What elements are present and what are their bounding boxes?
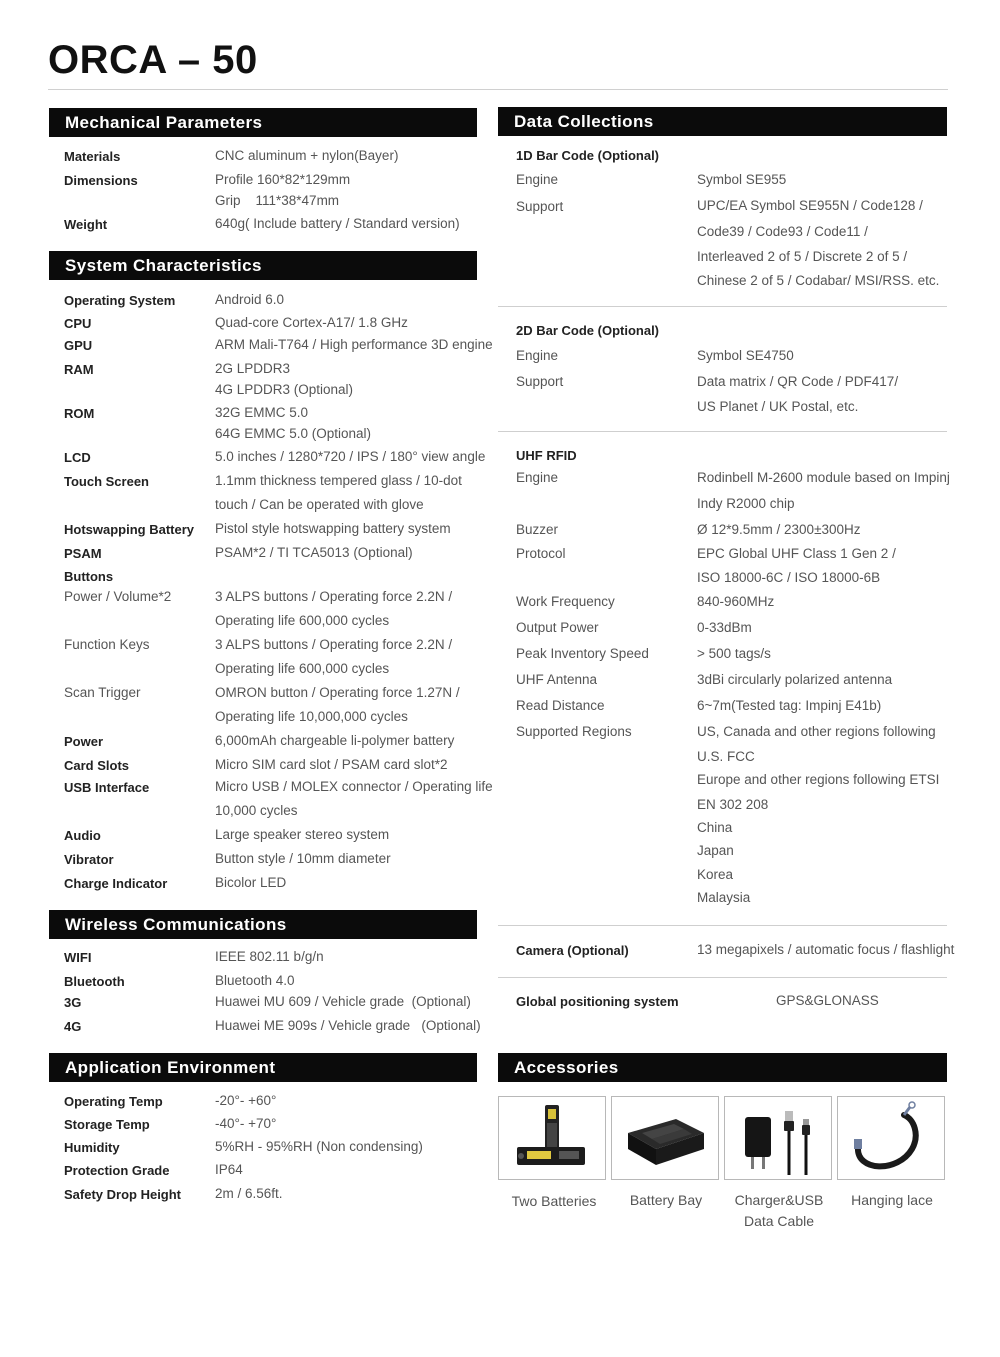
spec-label-function-keys: Function Keys: [64, 637, 150, 652]
spec-label-gpu: GPU: [64, 338, 93, 353]
spec-label-card-slots: Card Slots: [64, 758, 130, 773]
subsection-title-2d-barcode: 2D Bar Code (Optional): [516, 323, 660, 338]
spec-label-supported-regions: Supported Regions: [516, 724, 632, 739]
spec-label-protection: Protection Grade: [64, 1163, 170, 1178]
spec-label-lcd: LCD: [64, 450, 91, 465]
accessory-caption-charger: Charger&USB: [734, 1192, 824, 1208]
region-item: EN 302 208: [697, 797, 769, 812]
spec-value-os: Android 6.0: [215, 292, 285, 307]
spec-value-vibrator: Button style / 10mm diameter: [215, 851, 391, 866]
spec-value-1d-support-4: Chinese 2 of 5 / Codabar/ MSI/RSS. etc.: [697, 273, 940, 288]
spec-label-psam: PSAM: [64, 546, 102, 561]
region-item: Korea: [697, 867, 734, 882]
spec-value-ram-1: 2G LPDDR3: [215, 361, 291, 376]
spec-value-operating-temp: -20°- +60°: [215, 1093, 277, 1108]
spec-value-camera: 13 megapixels / automatic focus / flashlight: [697, 942, 955, 957]
region-item: China: [697, 820, 733, 835]
spec-label-buttons: Buttons: [64, 569, 114, 584]
accessory-caption-batteries: Two Batteries: [511, 1193, 597, 1209]
accessory-caption-battery-bay: Battery Bay: [629, 1192, 703, 1208]
region-item: Europe and other regions following ETSI: [697, 772, 940, 787]
region-item: U.S. FCC: [697, 749, 755, 764]
region-item: Japan: [697, 843, 734, 858]
region-item: US, Canada and other regions following: [697, 724, 936, 739]
spec-label-2d-support: Support: [516, 374, 564, 389]
spec-label-uhf-engine: Engine: [516, 470, 559, 485]
accessory-lanyard-image: [837, 1096, 945, 1180]
spec-value-3g: Huawei MU 609 / Vehicle grade (Optional): [215, 994, 471, 1009]
spec-value-buzzer: Ø 12*9.5mm / 2300±300Hz: [697, 522, 861, 537]
spec-value-1d-support-2: Code39 / Code93 / Code11 /: [697, 224, 868, 239]
section-divider: [498, 306, 947, 307]
spec-value-charge-indicator: Bicolor LED: [215, 875, 287, 890]
accessory-batteries-image: [498, 1096, 606, 1180]
spec-label-ram: RAM: [64, 362, 94, 377]
spec-value-scan-trigger-2: Operating life 10,000,000 cycles: [215, 709, 408, 724]
accessory-caption-charger-line2: Data Cable: [743, 1213, 815, 1229]
spec-value-scan-trigger-1: OMRON button / Operating force 1.27N /: [215, 685, 460, 700]
spec-label-read-distance: Read Distance: [516, 698, 605, 713]
accessory-charger-image: [724, 1096, 832, 1180]
spec-label-1d-support: Support: [516, 199, 564, 214]
spec-label-touch: Touch Screen: [64, 474, 150, 489]
spec-label-protocol: Protocol: [516, 546, 566, 561]
spec-label-camera: Camera (Optional): [516, 943, 629, 958]
section-header-system: System Characteristics: [49, 251, 477, 280]
spec-value-power-volume-1: 3 ALPS buttons / Operating force 2.2N /: [215, 589, 453, 604]
spec-label-humidity: Humidity: [64, 1140, 120, 1155]
section-divider: [498, 977, 947, 978]
subsection-title-1d-barcode: 1D Bar Code (Optional): [516, 148, 660, 163]
spec-label-operating-temp: Operating Temp: [64, 1094, 163, 1109]
spec-value-2d-support-1: Data matrix / QR Code / PDF417/: [697, 374, 899, 389]
spec-label-usb: USB Interface: [64, 780, 150, 795]
battery-icon: [499, 1097, 605, 1179]
spec-value-touch-1: 1.1mm thickness tempered glass / 10-dot: [215, 473, 462, 488]
section-header-data-collections: Data Collections: [498, 107, 947, 136]
spec-label-os: Operating System: [64, 293, 176, 308]
spec-label-materials: Materials: [64, 149, 121, 164]
spec-value-power: 6,000mAh chargeable li-polymer battery: [215, 733, 455, 748]
spec-value-card-slots: Micro SIM card slot / PSAM card slot*2: [215, 757, 448, 772]
spec-value-usb-1: Micro USB / MOLEX connector / Operating life: [215, 779, 493, 794]
spec-value-2d-engine: Symbol SE4750: [697, 348, 794, 363]
spec-label-1d-engine: Engine: [516, 172, 559, 187]
spec-label-2d-engine: Engine: [516, 348, 559, 363]
spec-value-ram-2: 4G LPDDR3 (Optional): [215, 382, 354, 397]
spec-value-wifi: IEEE 802.11 b/g/n: [215, 949, 324, 964]
spec-value-protocol-1: EPC Global UHF Class 1 Gen 2 /: [697, 546, 896, 561]
accessory-battery-bay-image: [611, 1096, 719, 1180]
spec-value-weight: 640g( Include battery / Standard version): [215, 216, 460, 231]
spec-value-materials: CNC aluminum + nylon(Bayer): [215, 148, 399, 163]
spec-value-touch-2: touch / Can be operated with glove: [215, 497, 424, 512]
spec-value-function-keys-1: 3 ALPS buttons / Operating force 2.2N /: [215, 637, 453, 652]
spec-value-gps: GPS&GLONASS: [776, 993, 879, 1008]
document-title: ORCA – 50: [48, 38, 258, 82]
spec-label-cpu: CPU: [64, 316, 92, 331]
spec-value-dimensions-grip: Grip 111*38*47mm: [215, 193, 340, 208]
spec-label-gps: Global positioning system: [516, 994, 679, 1009]
spec-value-psam: PSAM*2 / TI TCA5013 (Optional): [215, 545, 413, 560]
spec-label-dimensions: Dimensions: [64, 173, 138, 188]
spec-value-protection: IP64: [215, 1162, 243, 1177]
spec-value-1d-support-3: Interleaved 2 of 5 / Discrete 2 of 5 /: [697, 249, 908, 264]
spec-value-audio: Large speaker stereo system: [215, 827, 390, 842]
spec-value-cpu: Quad-core Cortex-A17/ 1.8 GHz: [215, 315, 408, 330]
spec-label-scan-trigger: Scan Trigger: [64, 685, 141, 700]
section-divider: [498, 925, 947, 926]
section-header-mechanical: Mechanical Parameters: [49, 108, 477, 137]
lanyard-icon: [838, 1097, 944, 1179]
spec-label-vibrator: Vibrator: [64, 852, 114, 867]
spec-label-output-power: Output Power: [516, 620, 599, 635]
spec-label-power: Power: [64, 734, 104, 749]
spec-label-peak-speed: Peak Inventory Speed: [516, 646, 649, 661]
spec-value-rom-2: 64G EMMC 5.0 (Optional): [215, 426, 372, 441]
spec-value-read-distance: 6~7m(Tested tag: Impinj E41b): [697, 698, 882, 713]
spec-value-storage-temp: -40°- +70°: [215, 1116, 277, 1131]
spec-label-work-frequency: Work Frequency: [516, 594, 615, 609]
spec-label-rom: ROM: [64, 406, 95, 421]
title-divider: [48, 89, 948, 90]
charger-cable-icon: [725, 1097, 831, 1179]
region-item: Malaysia: [697, 890, 751, 905]
spec-value-usb-2: 10,000 cycles: [215, 803, 298, 818]
spec-value-bluetooth: Bluetooth 4.0: [215, 973, 295, 988]
spec-label-hotswap: Hotswapping Battery: [64, 522, 195, 537]
section-header-wireless: Wireless Communications: [49, 910, 477, 939]
spec-value-2d-support-2: US Planet / UK Postal, etc.: [697, 399, 859, 414]
spec-value-1d-engine: Symbol SE955: [697, 172, 787, 187]
spec-value-output-power: 0-33dBm: [697, 620, 752, 635]
charging-dock-icon: [612, 1097, 718, 1179]
spec-label-uhf-antenna: UHF Antenna: [516, 672, 598, 687]
spec-value-humidity: 5%RH - 95%RH (Non condensing): [215, 1139, 423, 1154]
spec-label-weight: Weight: [64, 217, 108, 232]
spec-value-drop-height: 2m / 6.56ft.: [215, 1186, 283, 1201]
spec-label-audio: Audio: [64, 828, 101, 843]
spec-value-gpu: ARM Mali-T764 / High performance 3D engine: [215, 337, 493, 352]
spec-label-charge-indicator: Charge Indicator: [64, 876, 168, 891]
subsection-title-uhf-rfid: UHF RFID: [516, 448, 577, 463]
spec-label-drop-height: Safety Drop Height: [64, 1187, 182, 1202]
spec-value-work-frequency: 840-960MHz: [697, 594, 775, 609]
spec-value-peak-speed: > 500 tags/s: [697, 646, 771, 661]
spec-value-dimensions-profile: Profile 160*82*129mm: [215, 172, 351, 187]
section-header-accessories: Accessories: [498, 1053, 947, 1082]
spec-value-uhf-antenna: 3dBi circularly polarized antenna: [697, 672, 893, 687]
spec-value-uhf-engine-2: Indy R2000 chip: [697, 496, 795, 511]
spec-value-hotswap: Pistol style hotswapping battery system: [215, 521, 451, 536]
spec-value-protocol-2: ISO 18000-6C / ISO 18000-6B: [697, 570, 881, 585]
spec-label-power-volume: Power / Volume*2: [64, 589, 172, 604]
spec-value-function-keys-2: Operating life 600,000 cycles: [215, 661, 390, 676]
spec-value-rom-1: 32G EMMC 5.0: [215, 405, 309, 420]
accessory-caption-lanyard: Hanging lace: [851, 1192, 933, 1208]
section-header-application: Application Environment: [49, 1053, 477, 1082]
spec-label-4g: 4G: [64, 1019, 82, 1034]
spec-label-wifi: WIFI: [64, 950, 92, 965]
spec-label-buzzer: Buzzer: [516, 522, 559, 537]
section-divider: [498, 431, 947, 432]
spec-label-bluetooth: Bluetooth: [64, 974, 125, 989]
spec-value-1d-support-1: UPC/EA Symbol SE955N / Code128 /: [697, 198, 923, 213]
spec-label-3g: 3G: [64, 995, 82, 1010]
spec-value-4g: Huawei ME 909s / Vehicle grade (Optional): [215, 1018, 481, 1033]
spec-value-uhf-engine-1: Rodinbell M-2600 module based on Impinj: [697, 470, 950, 485]
spec-value-lcd: 5.0 inches / 1280*720 / IPS / 180° view angle: [215, 449, 486, 464]
spec-label-storage-temp: Storage Temp: [64, 1117, 150, 1132]
spec-value-power-volume-2: Operating life 600,000 cycles: [215, 613, 390, 628]
